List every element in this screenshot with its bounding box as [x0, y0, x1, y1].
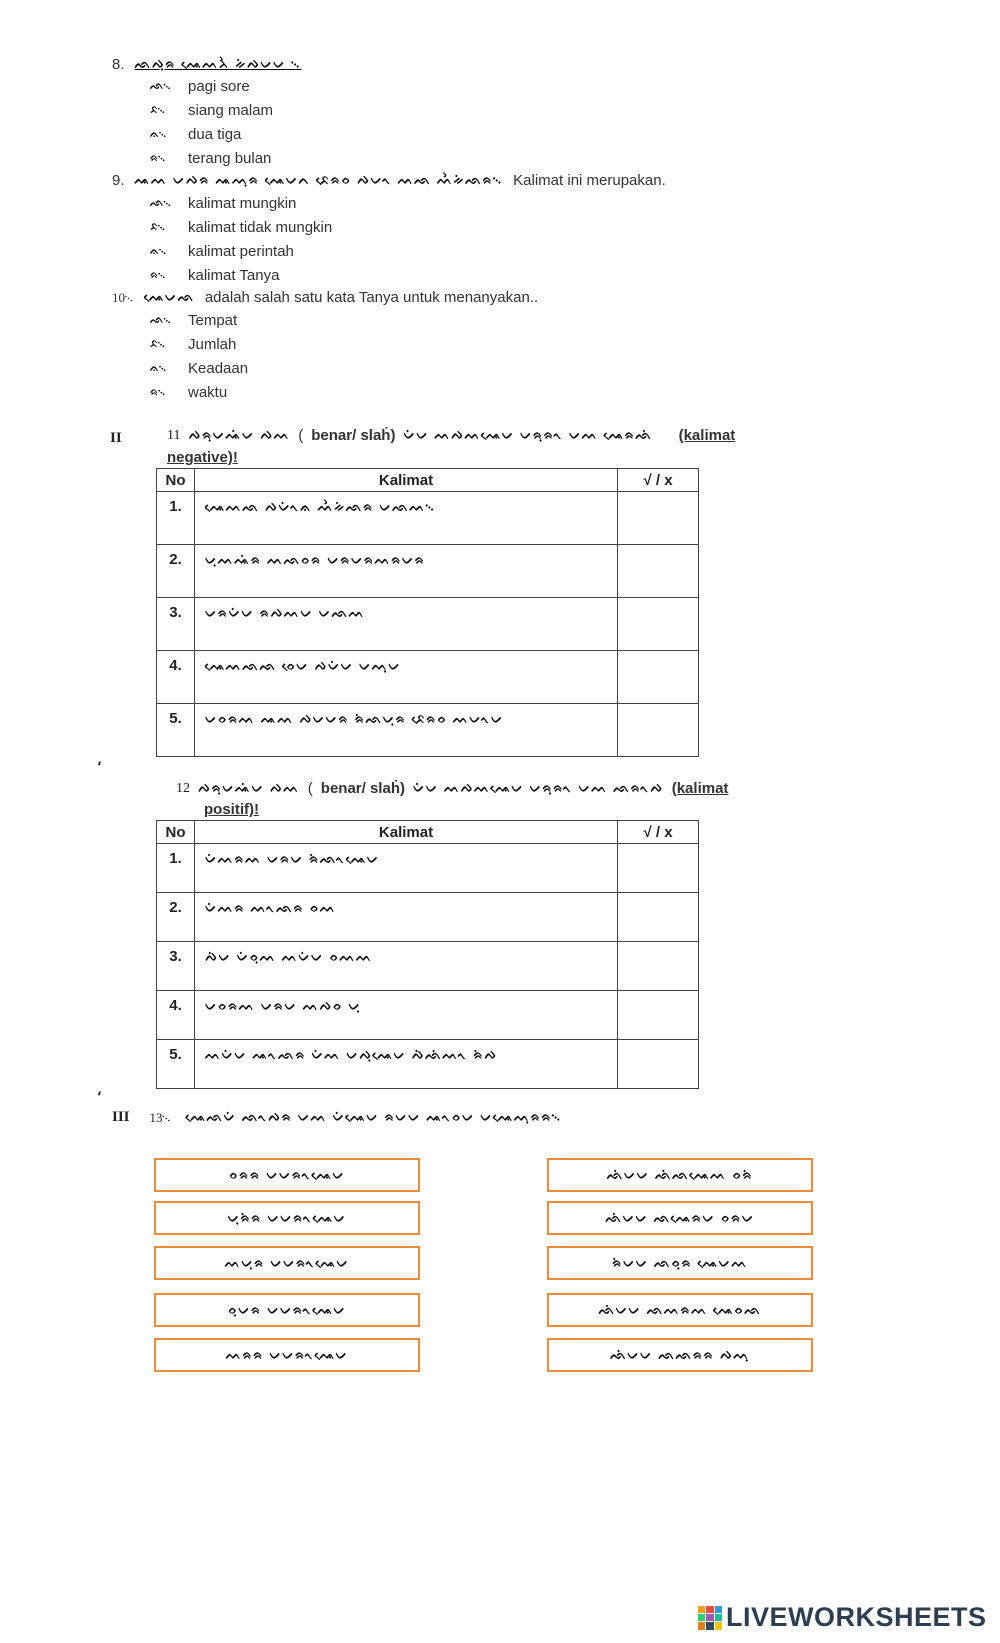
option-text: dua tiga: [188, 125, 242, 143]
answer-option[interactable]: [150, 192, 296, 214]
option-text: Jumlah: [188, 335, 237, 353]
answer-option[interactable]: [150, 357, 248, 379]
option-text: kalimat Tanya: [188, 266, 280, 284]
option-letter-mark: ᨒ᨞: [150, 196, 172, 209]
question-13-heading: [112, 1109, 562, 1126]
paren-open: (: [298, 427, 304, 444]
option-letter-mark: ᨑ᨞: [150, 151, 166, 164]
answer-option[interactable]: [150, 99, 273, 121]
answer-options-text: benar/ slaḣ): [311, 427, 396, 444]
logo-tile: [698, 1606, 705, 1613]
option-letter-mark: ᨑ᨞: [150, 385, 166, 398]
question-tail-text: (kalimat: [671, 780, 729, 797]
answer-options-text: benar/ slaḣ): [320, 780, 405, 797]
logo-tile: [698, 1622, 705, 1629]
matching-box[interactable]: [547, 1338, 813, 1372]
matching-box[interactable]: [547, 1201, 813, 1235]
question-number: 9.: [112, 172, 125, 189]
sentence-cell: [195, 991, 618, 1040]
column-header-no: No: [157, 469, 195, 492]
option-letter-mark: ᨅ᨞: [150, 220, 166, 233]
row-number: 1.: [157, 844, 195, 893]
option-text: waktu: [188, 383, 228, 401]
answer-option[interactable]: [150, 240, 294, 262]
table-row: [157, 1040, 699, 1089]
sentence-script-text: ᨆᨗᨓᨑ ᨓᨚᨒᨑ ᨔᨓ: [205, 900, 337, 916]
answer-mark-cell[interactable]: [618, 893, 699, 942]
column-header-mark: √ / x: [618, 469, 699, 492]
option-text: kalimat mungkin: [188, 194, 297, 212]
option-letter-mark: ᨅ᨞: [150, 337, 166, 350]
row-number: 5.: [157, 1040, 195, 1089]
answer-option[interactable]: [150, 264, 279, 286]
sentence-cell: [195, 1040, 618, 1089]
column-header-mark: √ / x: [618, 821, 699, 844]
question-number: 11: [167, 427, 181, 443]
column-header-sentence: Kalimat: [195, 821, 618, 844]
option-letter-mark: ᨊ᨞: [150, 244, 167, 257]
section-2-roman: II: [110, 430, 122, 446]
answer-mark-cell[interactable]: [618, 942, 699, 991]
sentence-script-text: ᨄᨗᨆ ᨆᨗᨔᨘᨓ ᨓᨆᨗᨆ ᨔᨓᨓ: [205, 949, 373, 965]
row-number: 4.: [157, 991, 195, 1040]
answer-mark-cell[interactable]: [618, 991, 699, 1040]
sentence-cell: [195, 492, 618, 545]
answer-mark-cell[interactable]: [618, 545, 699, 598]
row-number: 3.: [157, 942, 195, 991]
matching-box[interactable]: [547, 1158, 813, 1192]
question-script-text: ᨆᨗᨆ ᨓᨄᨓᨕᨙᨆ ᨆᨑᨘᨑᨚ ᨆᨓ ᨕᨙᨑᨒᨗ: [403, 428, 653, 443]
question-number: 8.: [112, 56, 125, 73]
sentence-script-text: ᨆᨔᨑᨓ ᨕᨓ ᨄᨆᨆᨑ ᨑᨗᨒᨆᨘᨑ ᨅᨙᨑᨔ ᨓᨆᨚᨆ: [205, 711, 504, 727]
sentence-script-text: ᨕᨙᨓᨒᨒ ᨔᨙᨆ ᨄᨆᨗᨆ ᨆᨓᨘᨆ: [205, 658, 401, 674]
option-text: Tempat: [188, 311, 238, 329]
row-number: 4.: [157, 651, 195, 704]
column-header-no: No: [157, 821, 195, 844]
question-12-heading: [176, 780, 728, 797]
question-script-text: ᨕᨙᨆᨒ: [144, 290, 195, 305]
answer-table-2: [156, 820, 699, 1089]
question-tail-text: positif)!: [204, 801, 259, 818]
table-header-row: [157, 821, 699, 844]
answer-mark-cell[interactable]: [618, 492, 699, 545]
row-number: 1.: [157, 492, 195, 545]
table-row: [157, 598, 699, 651]
question-9-heading: [112, 172, 666, 189]
option-text: kalimat tidak mungkin: [188, 218, 333, 236]
answer-option[interactable]: [150, 333, 236, 355]
question-number: 13᨞: [149, 1109, 172, 1125]
answer-option[interactable]: [150, 147, 271, 169]
option-text: kalimat perintah: [188, 242, 294, 260]
answer-option[interactable]: [150, 381, 227, 403]
option-letter-mark: ᨅ᨞: [150, 103, 166, 116]
sentence-cell: [195, 704, 618, 757]
answer-table-1: [156, 468, 699, 757]
row-number: 3.: [157, 598, 195, 651]
question-11-heading: [167, 427, 735, 444]
answer-option[interactable]: [150, 309, 237, 331]
sentence-cell: [195, 545, 618, 598]
question-script-text: ᨒᨄᨘᨑ ᨕᨙᨓᨂᨛ ᨀᨗᨄᨆᨆ ᨞: [134, 57, 302, 72]
option-letter-mark: ᨊ᨞: [150, 127, 167, 140]
option-text: pagi sore: [188, 77, 250, 95]
table-row: [157, 492, 699, 545]
table-row: [157, 545, 699, 598]
matching-box-text: ᨒᨗᨆᨆ ᨒᨗᨒᨕᨙᨓ ᨔᨑᨗ: [606, 1167, 754, 1183]
table-row: [157, 893, 699, 942]
section-3-roman: III: [112, 1109, 130, 1125]
sentence-cell: [195, 598, 618, 651]
question-10-heading: [112, 289, 538, 306]
sentence-script-text: ᨆᨗᨓᨑᨓ ᨆᨑᨆ ᨑᨗᨒᨚᨕᨙᨆ: [205, 851, 380, 867]
matching-box[interactable]: [547, 1293, 813, 1327]
question-tail-text: negative)!: [167, 449, 238, 466]
table-header-row: [157, 469, 699, 492]
logo-tile: [706, 1606, 713, 1613]
sentence-script-text: ᨓᨆᨗᨆ ᨕᨚᨒᨑ ᨆᨗᨓ ᨆᨄᨘᨕᨙᨆ ᨄᨗᨒᨗᨓᨚ ᨑᨗᨄ: [205, 1047, 498, 1063]
matching-box[interactable]: [547, 1246, 813, 1280]
option-letter-mark: ᨒ᨞: [150, 313, 172, 326]
question-tail-text: adalah salah satu kata Tanya untuk menanyakan..: [204, 289, 539, 306]
sentence-cell: [195, 942, 618, 991]
matching-box-text: ᨒᨗᨆᨆ ᨒᨕᨙᨑᨆ ᨔᨑᨆ: [605, 1210, 755, 1226]
matching-box-text: ᨑᨗᨆᨆ ᨒᨔᨘᨑ ᨕᨙᨆᨓ: [612, 1255, 748, 1271]
option-letter-mark: ᨒ᨞: [150, 79, 172, 92]
matching-box-text: ᨒᨗᨆᨆ ᨒᨓᨑᨓ ᨕᨙᨔᨒ: [598, 1302, 762, 1318]
question-tail-text: Kalimat ini merupakan.: [513, 172, 666, 189]
column-header-sentence: Kalimat: [195, 469, 618, 492]
option-letter-mark: ᨑ᨞: [150, 268, 166, 281]
logo-grid-icon: [698, 1606, 722, 1630]
matching-box[interactable]: [154, 1246, 420, 1280]
sentence-script-text: ᨆᨑᨆᨗᨆ ᨑᨄᨓᨆ ᨆᨒᨓ: [205, 605, 366, 621]
sentence-script-text: ᨆᨘᨓᨕᨗᨑ ᨓᨒᨔᨑ ᨆᨑᨆᨑᨓᨑᨆᨑ: [205, 552, 426, 568]
answer-mark-cell[interactable]: [618, 598, 699, 651]
matching-box-text: ᨓᨑᨑ ᨆᨆᨑᨚᨕᨙᨆ: [225, 1347, 349, 1363]
question-script-text: ᨕᨓ ᨆᨄᨑ ᨕᨓᨘᨑ ᨕᨙᨆᨈ ᨅᨙᨑᨔ ᨄᨆᨚ ᨓᨒ ᨓᨛᨀᨗᨒᨑ᨞: [134, 173, 504, 188]
question-8-heading: [112, 56, 301, 73]
logo-tile: [706, 1614, 713, 1621]
question-tail-text: (kalimat: [678, 427, 736, 444]
answer-mark-cell[interactable]: [618, 651, 699, 704]
answer-option[interactable]: [150, 75, 250, 97]
option-letter-mark: ᨊ᨞: [150, 361, 167, 374]
matching-box[interactable]: [154, 1293, 420, 1327]
question-script-text: ᨕᨙᨒᨆᨗ ᨒᨚᨄᨑ ᨆᨓ ᨆᨗᨕᨙᨆ ᨑᨆᨆ ᨕᨚᨔᨆ ᨆᨕᨙᨓᨘᨑᨑ᨞: [185, 1110, 563, 1125]
row-number: 2.: [157, 545, 195, 598]
option-text: siang malam: [188, 101, 274, 119]
matching-box-text: ᨔᨘᨆᨑ ᨆᨆᨑᨚᨕᨙᨆ: [227, 1302, 347, 1318]
answer-option[interactable]: [150, 123, 241, 145]
matching-box[interactable]: [154, 1338, 420, 1372]
comma-mark: ،: [97, 752, 102, 768]
logo-tile: [715, 1614, 722, 1621]
logo-tile: [715, 1622, 722, 1629]
row-number: 2.: [157, 893, 195, 942]
logo-tile: [706, 1622, 713, 1629]
question-script-text: ᨆᨗᨆ ᨓᨄᨓᨕᨙᨆ ᨆᨑᨘᨑᨚ ᨆᨓ ᨒᨑᨚᨄ: [412, 781, 664, 796]
table-row: [157, 651, 699, 704]
logo-tile: [715, 1606, 722, 1613]
liveworksheets-logo: [698, 1602, 987, 1633]
row-number: 5.: [157, 704, 195, 757]
table-row: [157, 942, 699, 991]
option-text: Keadaan: [188, 359, 249, 377]
question-number: 12: [176, 780, 190, 796]
answer-mark-cell[interactable]: [618, 1040, 699, 1089]
comma-mark: ،: [97, 1082, 102, 1098]
table-row: [157, 991, 699, 1040]
matching-box[interactable]: [154, 1158, 420, 1192]
answer-mark-cell[interactable]: [618, 844, 699, 893]
sentence-cell: [195, 893, 618, 942]
paren-open: (: [307, 780, 313, 797]
matching-box-text: ᨒᨗᨆᨆ ᨒᨒᨑᨑ ᨄᨓᨘ: [610, 1347, 750, 1363]
question-script-text: ᨄᨑᨘᨆᨕᨗᨆ ᨄᨓ: [198, 781, 300, 796]
sentence-script-text: ᨆᨔᨑᨓ ᨆᨑᨆ ᨓᨄᨔ ᨆᨘ: [205, 998, 362, 1014]
answer-mark-cell[interactable]: [618, 704, 699, 757]
option-text: terang bulan: [188, 149, 272, 167]
matching-box[interactable]: [154, 1201, 420, 1235]
table-row: [157, 844, 699, 893]
sentence-cell: [195, 844, 618, 893]
sentence-script-text: ᨕᨙᨓᨒ ᨄᨆᨗᨚᨊ ᨓᨛᨀᨗᨒᨑ ᨆᨒᨓ᨞: [205, 499, 436, 515]
question-script-text: ᨄᨑᨘᨆᨕᨗᨆ ᨄᨓ: [188, 428, 291, 443]
logo-tile: [698, 1614, 705, 1621]
matching-box-text: ᨓᨆᨘᨑ ᨆᨆᨑᨚᨕᨙᨆ: [224, 1255, 350, 1271]
matching-box-text: ᨔᨑᨑ ᨆᨆᨑᨚᨕᨙᨆ: [228, 1167, 346, 1183]
table-row: [157, 704, 699, 757]
matching-box-text: ᨆᨘᨑᨗᨑ ᨆᨆᨑᨚᨕᨙᨆ: [227, 1210, 347, 1226]
sentence-cell: [195, 651, 618, 704]
answer-option[interactable]: [150, 216, 332, 238]
brand-name: LIVEWORKSHEETS: [726, 1602, 987, 1632]
question-number: 10᨞: [112, 289, 135, 305]
